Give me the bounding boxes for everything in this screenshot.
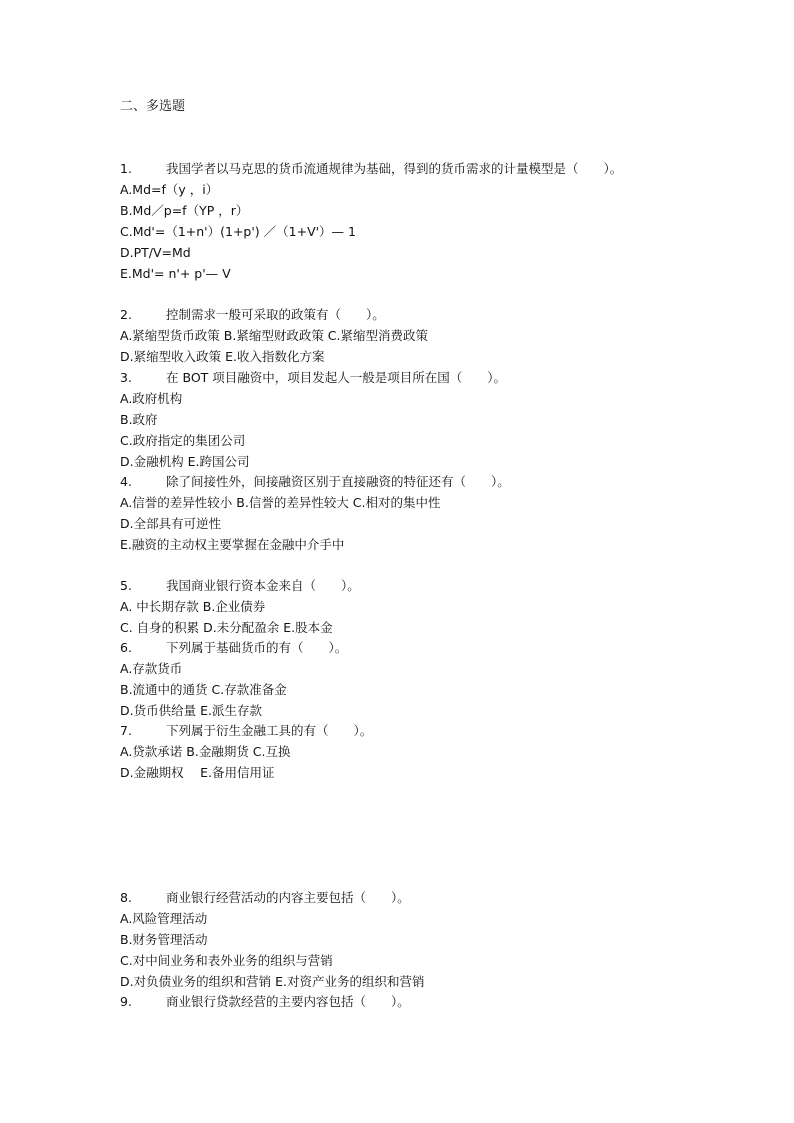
question-1-option: C.Md'=（1+n'）(1+p') ／（1+V'）— 1 [120, 224, 356, 239]
question-text: 我国学者以马克思的货币流通规律为基础，得到的货币需求的计量模型是（ ）。 [166, 161, 623, 176]
question-6-option: A.存款货币 [120, 661, 183, 676]
question-8-stem [120, 889, 410, 907]
question-text: 商业银行贷款经营的主要内容包括（ ）。 [166, 994, 410, 1009]
question-number: 7. [120, 723, 132, 738]
question-number: 2. [120, 307, 132, 322]
question-1-option: A.Md=f（y ，i） [120, 182, 219, 197]
question-8-option: A.风险管理活动 [120, 911, 208, 926]
question-text: 在 BOT 项目融资中，项目发起人一般是项目所在国（ ）。 [166, 370, 507, 385]
question-3-option: A.政府机构 [120, 391, 183, 406]
question-5-stem [120, 577, 360, 595]
question-number: 8. [120, 890, 132, 905]
question-2-option: D.紧缩型收入政策 E.收入指数化方案 [120, 349, 325, 364]
question-8-option: C.对中间业务和表外业务的组织与营销 [120, 953, 333, 968]
question-5-option: A. 中长期存款 B.企业债券 [120, 599, 266, 614]
question-3-option: C.政府指定的集团公司 [120, 433, 246, 448]
question-text: 下列属于基础货币的有（ ）。 [166, 640, 348, 655]
question-8-option: B.财务管理活动 [120, 932, 208, 947]
question-4-option: E.融资的主动权主要掌握在金融中介手中 [120, 537, 345, 552]
question-4-option: A.信誉的差异性较小 B.信誉的差异性较大 C.相对的集中性 [120, 495, 441, 510]
question-text: 控制需求一般可采取的政策有（ ）。 [166, 307, 385, 322]
question-number: 9. [120, 994, 132, 1009]
question-number: 4. [120, 474, 132, 489]
question-number: 3. [120, 370, 132, 385]
question-text: 我国商业银行资本金来自（ ）。 [166, 578, 360, 593]
question-7-option: D.金融期权 E.备用信用证 [120, 765, 275, 780]
question-6-option: B.流通中的通货 C.存款准备金 [120, 682, 287, 697]
question-4-option: D.全部具有可逆性 [120, 516, 222, 531]
question-9-stem [120, 993, 410, 1011]
question-8-option: D.对负债业务的组织和营销 E.对资产业务的组织和营销 [120, 974, 425, 989]
question-7-option: A.贷款承诺 B.金融期货 C.互换 [120, 744, 291, 759]
question-6-option: D.货币供给量 E.派生存款 [120, 703, 262, 718]
question-4-stem [120, 473, 510, 491]
question-text: 除了间接性外，间接融资区别于直接融资的特征还有（ ）。 [166, 474, 510, 489]
question-number: 1. [120, 161, 132, 176]
question-2-stem [120, 306, 385, 324]
question-1-option: B.Md／p=f（YP ，r） [120, 203, 249, 218]
question-3-option: B.政府 [120, 412, 158, 427]
question-6-stem [120, 639, 347, 657]
question-3-stem [120, 369, 506, 387]
question-text: 商业银行经营活动的内容主要包括（ ）。 [166, 890, 410, 905]
question-2-option: A.紧缩型货币政策 B.紧缩型财政政策 C.紧缩型消费政策 [120, 328, 429, 343]
question-5-option: C. 自身的积累 D.未分配盈余 E.股本金 [120, 620, 333, 635]
question-1-option: E.Md'= n'+ p'— V [120, 266, 231, 281]
question-1-stem [120, 160, 622, 178]
question-number: 5. [120, 578, 132, 593]
question-text: 下列属于衍生金融工具的有（ ）。 [166, 723, 373, 738]
question-3-option: D.金融机构 E.跨国公司 [120, 454, 250, 469]
section-title: 二、多选题 [120, 99, 186, 114]
question-1-option: D.PT/V=Md [120, 245, 191, 260]
question-7-stem [120, 722, 372, 740]
question-number: 6. [120, 640, 132, 655]
